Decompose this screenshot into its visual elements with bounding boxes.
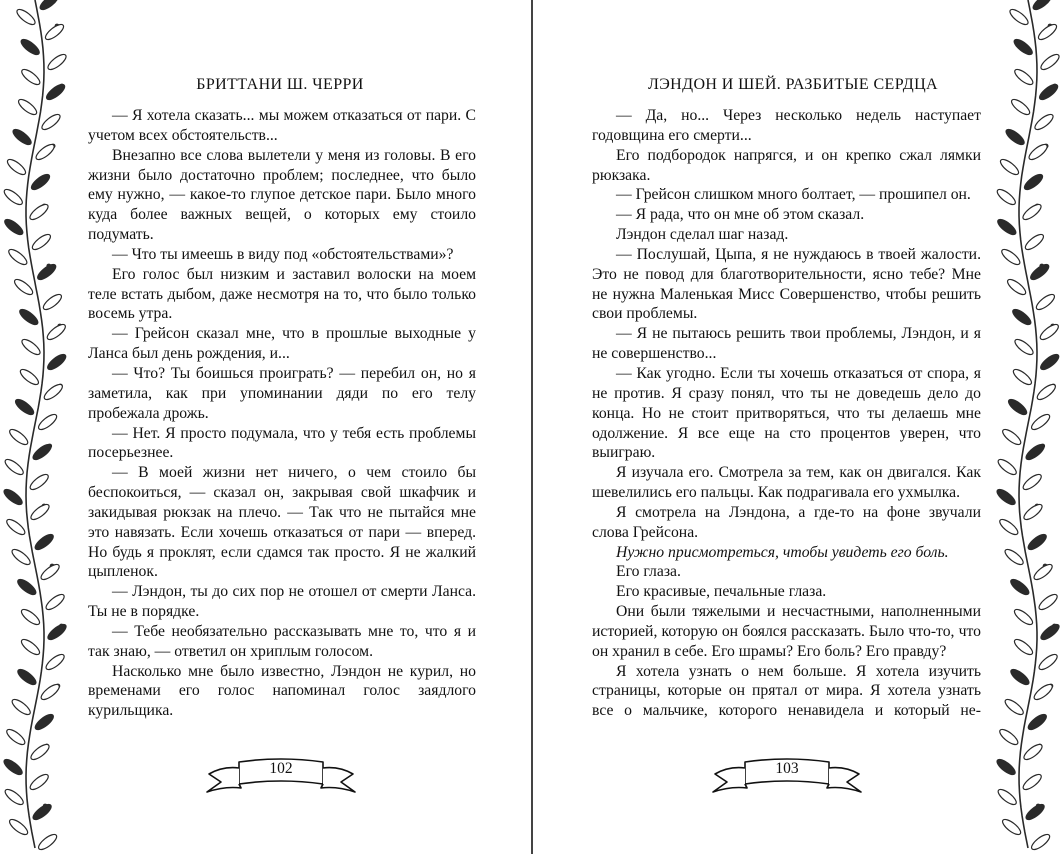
vine-leaf: [46, 52, 69, 72]
vine-leaf: [19, 607, 42, 627]
vine-leaf: [46, 622, 69, 642]
vine-leaf: [1003, 697, 1026, 717]
vine-leaf: [1021, 202, 1044, 222]
paragraph: — Лэндон, ты до сих пор не отошел от смерти Ланса. Ты не в порядке.: [88, 583, 476, 621]
vine-leaf: [1033, 112, 1056, 132]
vine-leaf: [5, 727, 28, 747]
vine-leaf: [1034, 292, 1057, 312]
vine-leaf: [15, 7, 38, 27]
vine-leaf: [1039, 622, 1062, 642]
vine-leaf: [1012, 607, 1035, 627]
ribbon-part: [239, 784, 323, 788]
vine-leaf: [1029, 832, 1052, 852]
vine-leaf: [44, 652, 67, 672]
vine-leaf: [20, 67, 43, 87]
vine-leaf: [41, 292, 64, 312]
paragraph: — Я хотела сказать... мы можем отказаться от пари. С учетом всех обстоятельств...: [88, 107, 476, 144]
vine-leaf: [1023, 232, 1046, 252]
paragraph: — Тебе необязательно рассказывать мне то, что я и так знаю, — ответил он хриплым голосом.: [88, 622, 476, 660]
vine-leaf: [45, 322, 68, 342]
vine-leaf: [1000, 817, 1023, 837]
vine-leaf: [1022, 502, 1045, 522]
left-running-header: БРИТТАНИ Ш. ЧЕРРИ: [196, 76, 364, 93]
vine-leaf: [998, 727, 1021, 747]
vine-leaf: [1024, 802, 1047, 822]
vine-leaf: [1004, 127, 1027, 147]
vine-leaf: [43, 22, 66, 42]
vine-leaf: [1037, 652, 1060, 672]
vine-leaf: [1035, 382, 1058, 402]
vine-leaf: [34, 142, 57, 162]
vine-leaf: [29, 502, 52, 522]
vine-leaf: [995, 757, 1018, 777]
vine-leaf: [1038, 322, 1061, 342]
vine-leaf: [10, 697, 33, 717]
vine-leaf: [998, 157, 1021, 177]
vine-leaf: [1022, 742, 1045, 762]
vine-leaf: [18, 307, 41, 327]
vine-leaf: [1027, 142, 1050, 162]
right-page: [533, 0, 1063, 854]
vine-leaf: [998, 517, 1021, 537]
vine-leaf: [1012, 37, 1035, 57]
vine-leaf: [1026, 712, 1049, 732]
vine-leaf: [28, 472, 51, 492]
paragraph: Его красивые, печальные глаза.: [616, 583, 827, 601]
left-body-text: [88, 106, 476, 721]
vine-leaf: [36, 412, 59, 432]
vine-leaf: [5, 517, 28, 537]
vine-leaf: [1009, 577, 1032, 597]
vine-leaf: [1013, 337, 1036, 357]
ribbon-part: [745, 784, 829, 788]
paragraph: — Послушай, Цыпа, я не нуждаюсь в твоей жалости. Это не повод для благотворительности, ясно тебе? Мне не нужна Маленькая Мисс Совершенство, чтобы решить свои проблемы.: [592, 245, 981, 323]
vine-leaf: [16, 667, 39, 687]
vine-leaf: [18, 367, 41, 387]
vine-leaf: [1006, 397, 1029, 417]
right-running-header: ЛЭНДОН И ШЕЙ. РАЗБИТЫЕ СЕРДЦА: [647, 76, 939, 93]
vine-leaf: [5, 157, 28, 177]
vine-leaf: [2, 187, 25, 207]
vine-leaf: [39, 682, 62, 702]
vine-leaf: [1009, 97, 1032, 117]
vine-leaf: [36, 832, 59, 852]
vine-leaf: [1026, 532, 1049, 552]
vine-leaf: [1009, 667, 1032, 687]
vine-leaf: [31, 442, 54, 462]
vine-leaf: [3, 217, 26, 237]
vine-leaf: [995, 487, 1018, 507]
vine-leaf: [38, 0, 61, 12]
vine-leaf: [13, 397, 36, 417]
vine-leaf: [29, 742, 52, 762]
left-page: [0, 0, 531, 854]
vine-leaf: [2, 757, 25, 777]
vine-leaf: [19, 37, 42, 57]
vine-leaf: [28, 202, 51, 222]
paragraph: Они были тяжелыми и несчастными, наполненными историей, которую он боялся рассказать. Было что-то, что он хранил в себе. Его шрамы? Его боль? Его правду?: [592, 603, 981, 660]
vine-leaf: [1036, 22, 1059, 42]
paragraph: — Я рада, что он мне об этом сказал.: [616, 206, 865, 224]
vine-leaf: [29, 172, 52, 192]
vine-leaf: [33, 712, 56, 732]
vine-leaf: [1031, 0, 1054, 12]
paragraph: Его голос был низким и заставил волоски на моем теле встать дыбом, даже несмотря на то, что было только восемь утра.: [88, 265, 476, 323]
vine-leaf: [1021, 472, 1044, 492]
vine-leaf: [1013, 67, 1036, 87]
vine-leaf: [12, 277, 35, 297]
vine-leaf: [995, 187, 1018, 207]
paragraph: Внезапно все слова вылетели у меня из головы. В его жизни было достаточно проблем; последнее, что было ему нужно, — какое-то глупое детское пари. Было много куда более важных вещей, о которых ему стоило подумать.: [88, 146, 476, 244]
vine-leaf: [1039, 52, 1062, 72]
vine-leaf: [1038, 352, 1061, 372]
left-folio-ribbon: [201, 756, 361, 802]
vine-leaf: [42, 382, 65, 402]
paragraph: Нужно присмотреться, чтобы увидеть его боль.: [616, 543, 949, 561]
vine-leaf: [1037, 592, 1060, 612]
right-folio-ribbon: [707, 756, 867, 802]
paragraph: — Что? Ты боишься проиграть? — перебил он, но я заметила, как при упоминании дяди по его телу пробежала дрожь.: [88, 364, 476, 422]
paragraph: Я смотрела на Лэндона, а где-то на фоне звучали слова Грейсона.: [592, 503, 981, 541]
vine-leaf: [10, 547, 33, 567]
vine-leaf: [45, 352, 68, 372]
vine-leaf: [16, 97, 39, 117]
vine-leaf: [1000, 247, 1023, 267]
vine-leaf: [33, 532, 56, 552]
left-laurel-vine-icon: [0, 0, 70, 854]
vine-leaf: [3, 457, 26, 477]
paragraph: Я изучала его. Смотрела за тем, как он двигался. Как шевелились его пальцы. Как подрагивала его ухмылка.: [592, 464, 981, 502]
left-page-number: 102: [269, 760, 293, 777]
paragraph: Его подбородок напрягся, и он крепко сжал лямки рюкзака.: [592, 146, 981, 184]
vine-leaf: [31, 802, 54, 822]
vine-leaf: [7, 427, 30, 447]
vine-leaf: [1003, 547, 1026, 567]
vine-leaf: [1032, 682, 1055, 702]
vine-leaf: [1029, 412, 1052, 432]
vine-leaf: [1008, 7, 1031, 27]
vine-leaf: [1005, 277, 1028, 297]
vine-leaf: [1021, 772, 1044, 792]
vine-leaf: [28, 772, 51, 792]
vine-leaf: [30, 232, 53, 252]
vine-leaf: [1037, 82, 1060, 102]
vine-leaf: [996, 457, 1019, 477]
vine-leaf: [3, 787, 26, 807]
vine-leaf: [1012, 637, 1035, 657]
paragraph: — В моей жизни нет ничего, о чем стоило бы беспокоиться, — сказал он, закрывая свой шкафчик и закидывая рюкзак на плечо. — Так что не пытайся мне это навязать. Если хочешь отказаться от пари — вперед. Но будь я проклят, если сдамся так просто. Я не жалкий цыпленок.: [88, 464, 476, 581]
vine-leaf: [996, 787, 1019, 807]
paragraph: Я хотела узнать о нем больше. Я хотела изучить страницы, которые он прятал от мира. Я хотела узнать все о мальчике, которого ненавидела и который не-: [592, 662, 981, 720]
paragraph: — Нет. Я просто подумала, что у тебя есть проблемы посерьезнее.: [88, 424, 476, 462]
vine-leaf: [20, 337, 43, 357]
right-body-text: [592, 106, 981, 721]
right-laurel-vine-icon: [993, 0, 1063, 854]
vine-leaf: [996, 217, 1019, 237]
vine-leaf: [1011, 307, 1034, 327]
paragraph: — Что ты имеешь в виду под «обстоятельствами»?: [112, 245, 454, 263]
vine-leaf: [19, 637, 42, 657]
paragraph: — Да, но... Через несколько недель наступает годовщина его смерти...: [592, 107, 981, 144]
paragraph: — Я не пытаюсь решить твои проблемы, Лэндон, и я не совершенство...: [592, 325, 981, 363]
vine-leaf: [7, 817, 30, 837]
paragraph: Его глаза.: [616, 563, 681, 581]
paragraph: Лэндон сделал шаг назад.: [616, 226, 789, 244]
vine-leaf: [40, 112, 63, 132]
vine-leaf: [11, 127, 34, 147]
vine-leaf: [16, 577, 39, 597]
vine-leaf: [44, 82, 67, 102]
vine-leaf: [7, 247, 30, 267]
vine-leaf: [1011, 367, 1034, 387]
vine-leaf: [2, 487, 25, 507]
paragraph: Насколько мне было известно, Лэндон не курил, но временами его голос напоминал голос заядлого курильщика.: [88, 662, 476, 720]
vine-leaf: [1022, 172, 1045, 192]
right-page-number: 103: [775, 760, 799, 777]
vine-leaf: [1024, 442, 1047, 462]
paragraph: — Грейсон слишком много болтает, — прошипел он.: [616, 186, 971, 204]
vine-leaf: [44, 592, 67, 612]
paragraph: — Грейсон сказал мне, что в прошлые выходные у Ланса был день рождения, и...: [88, 325, 476, 363]
vine-leaf: [1000, 427, 1023, 447]
paragraph: — Как угодно. Если ты хочешь отказаться от спора, я не против. Я сразу понял, что ты не доведешь дело до конца. Но не стоит притворяться, что ты делаешь мне одолжение. Я все еще на сто процентов уверен, что выиграю.: [592, 364, 981, 462]
